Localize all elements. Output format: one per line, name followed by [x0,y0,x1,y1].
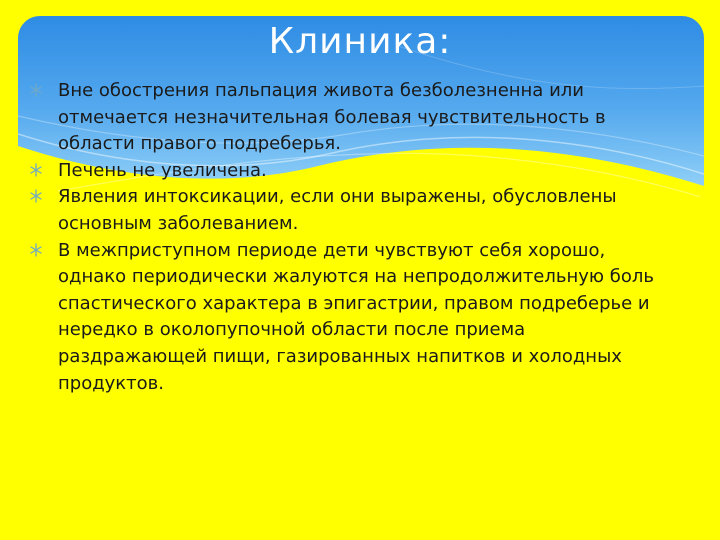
bullet-item [30,158,670,185]
bullet-text: Вне обострения пальпация живота безболезненна или отмечается незначительная болевая чувствительность в области правого подреберья. [58,80,606,155]
snowflake-icon [30,189,42,203]
slide-title: Клиника: [268,21,452,62]
bullet-list [30,78,670,397]
bullet-text: Печень не увеличена. [58,159,267,181]
snowflake-icon [30,83,42,97]
snowflake-icon [30,163,42,177]
bullet-text: Явления интоксикации, если они выражены, обусловлены основным заболеванием. [58,186,617,234]
snowflake-icon [30,243,42,257]
bullet-text: В межприступном периоде дети чувствуют себя хорошо, однако периодически жалуются на непродолжительную боль спастического характера в эпигастрии, правом подреберье и нередко в околопупочной области после приема раздражающей пищи, газированных напитков и холодных продуктов. [58,239,655,394]
bullet-item [30,78,670,158]
bullet-item [30,238,670,398]
bullet-item [30,184,670,237]
